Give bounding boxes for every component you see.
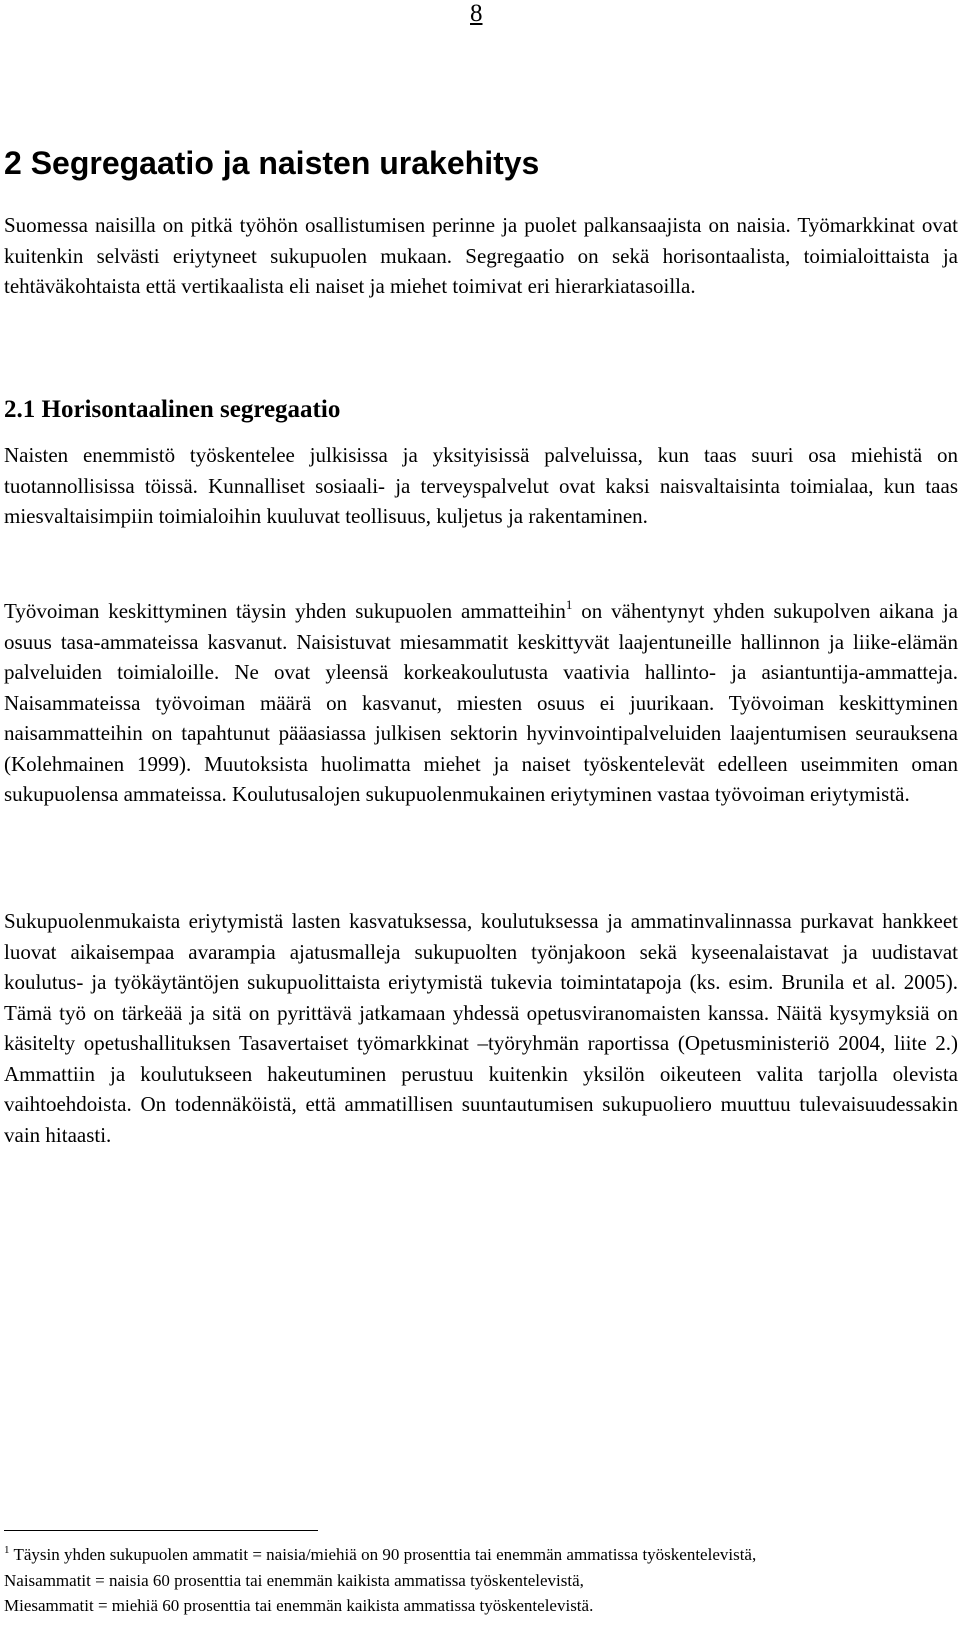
footnote-line-3: Miesammatit = miehiä 60 prosenttia tai enemmän kaikista ammatissa työskentelevistä.	[4, 1596, 594, 1615]
paragraph-2-rest: on vähentynyt yhden sukupolven aikana ja osuus tasa-ammateissa kasvanut. Naisistuvat miesammatit keskittyvät laajentuneille hallinnon ja liike-elämän palveluiden toimialoille. Ne ovat yleensä korkeakoulutusta vaativia hallinto- ja asiantuntija-ammatteja. Naisammateissa työvoiman määrä on kasvanut, miesten osuus ei juurikaan. Työvoiman keskittyminen naisammatteihin on tapahtunut pääasiassa julkisen sektorin hyvinvointipalveluiden laajentumisen seurauksena (Kolehmainen 1999). Muutoksista huolimatta miehet ja naiset työskentelevät edelleen useimmiten oman sukupuolensa ammateissa. Koulutusalojen sukupuolenmukainen eriytyminen vastaa työvoiman eriytymistä.	[4, 599, 958, 806]
chapter-title: 2 Segregaatio ja naisten urakehitys	[4, 145, 540, 181]
footnote-reference: 1	[565, 597, 573, 612]
paragraph-2-start: Työvoiman keskittyminen täysin yhden sukupuolen ammatteihin	[4, 599, 566, 623]
footnote-line-1: Täysin yhden sukupuolen ammatit = naisia/miehiä on 90 prosenttia tai enemmän ammatissa työskentelevistä,	[9, 1545, 757, 1564]
footnote-line-2: Naisammatit = naisia 60 prosenttia tai enemmän kaikista ammatissa työskentelevistä,	[4, 1570, 584, 1590]
chapter-intro-paragraph: Suomessa naisilla on pitkä työhön osallistumisen perinne ja puolet palkansaajista on naisia. Työmarkkinat ovat kuitenkin selvästi eriytyneet sukupuolen mukaan. Segregaatio on sekä horisontaalista, toimialoittaista ja tehtäväkohtaista että vertikaalista eli naiset ja miehet toimivat eri hierarkiatasoilla.	[4, 213, 958, 298]
section-paragraph-1: Naisten enemmistö työskentelee julkisissa ja yksityisissä palveluissa, kun taas suuri osa miehistä on tuotannollisissa töissä. Kunnalliset sosiaali- ja terveyspalvelut ovat kaksi naisvaltaisinta toimialaa, kun taas miesvaltaisimpiin toimialoihin kuuluvat teollisuus, kuljetus ja rakentaminen.	[4, 443, 958, 528]
page-number: 8	[470, 0, 483, 27]
section-paragraph-3: Sukupuolenmukaista eriytymistä lasten kasvatuksessa, koulutuksessa ja ammatinvalinnassa purkavat hankkeet luovat aikaisempaa avarampia ajatusmalleja sukupuolten työnjakoon sekä kyseenalaistavat ja uudistavat koulutus- ja työkäytäntöjen sukupuolittaista eriytymistä tukevia toimintatapoja (ks. esim. Brunila et al. 2005). Tämä työ on tärkeää ja sitä on pyrittävä jatkamaan yhdessä opetusviranomaisten kanssa. Näitä kysymyksiä on käsitelty opetushallituksen Tasavertaiset työmarkkinat –työryhmän raportissa (Opetusministeriö 2004, liite 2.) Ammattiin ja koulutukseen hakeutuminen perustuu kuitenkin yksilön oikeuteen valita tarjolla olevista vaihtoehdoista. On todennäköistä, että ammatillisen suuntautumisen sukupuoliero muuttuu tulevaisuudessakin vain hitaasti.	[4, 909, 958, 1147]
footnote-marker: 1	[4, 1544, 10, 1556]
footnote-1	[4, 1542, 958, 1568]
section-paragraph-2	[4, 596, 958, 810]
footnotes	[4, 1542, 958, 1619]
footnote-divider	[4, 1530, 318, 1531]
section-title: 2.1 Horisontaalinen segregaatio	[4, 396, 341, 423]
